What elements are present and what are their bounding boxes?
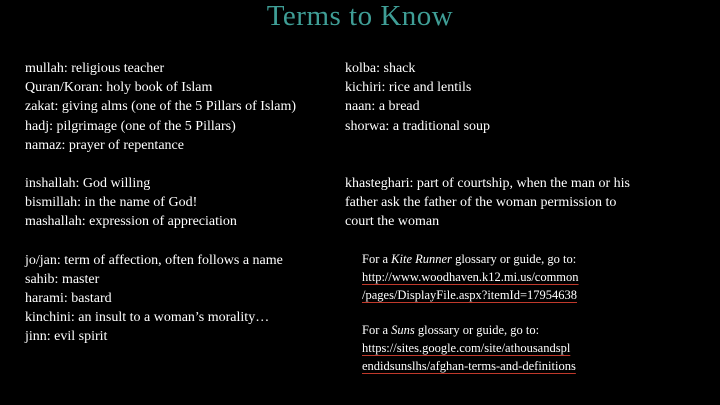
resource-text — [362, 250, 662, 268]
left-terms-column — [25, 59, 300, 347]
suns-resource — [362, 321, 662, 375]
slide-title: Terms to Know — [266, 0, 454, 32]
resource-suffix: glossary or guide, go to: — [414, 323, 540, 337]
kite-runner-link[interactable] — [362, 268, 662, 304]
link-line-2: endidsunslhs/afghan-terms-and-definitions — [362, 359, 576, 373]
term-sahib: sahib: master — [25, 271, 100, 287]
term-shorwa: shorwa: a traditional soup — [345, 118, 491, 134]
term-hadj: hadj: pilgrimage (one of the 5 Pillars) — [25, 118, 236, 134]
term-kolba: kolba: shack — [345, 61, 416, 76]
term-khasteghari: khasteghari: part of courtship, when the man or his father ask the father of the woman permission to court the woman — [345, 175, 630, 230]
term-naan: naan: a bread — [345, 99, 420, 115]
term-namaz: namaz: prayer of repentance — [25, 137, 184, 153]
kite-runner-resource — [362, 250, 662, 304]
term-mashallah: mashallah: expression of appreciation — [25, 214, 237, 230]
term-mullah: mullah: religious teacher — [25, 61, 165, 76]
term-zakat: zakat: giving alms (one of the 5 Pillars of Islam) — [25, 99, 296, 115]
term-harami: harami: bastard — [25, 291, 112, 307]
link-line-1: http://www.woodhaven.k12.mi.us/common — [362, 270, 579, 284]
term-kichiri: kichiri: rice and lentils — [345, 80, 472, 96]
term-quran: Quran/Koran: holy book of Islam — [25, 80, 213, 96]
link-line-2: /pages/DisplayFile.aspx?itemId=17954638 — [362, 288, 578, 302]
term-kinchini: kinchini: an insult to a woman’s morality… — [25, 310, 270, 326]
link-line-1: https://sites.google.com/site/athousandspl — [362, 341, 571, 355]
resource-prefix: For a — [362, 323, 392, 337]
right-terms-column — [345, 59, 645, 231]
suns-link[interactable] — [362, 339, 662, 375]
resource-suffix: glossary or guide, go to: — [451, 252, 577, 266]
term-jo-jan: jo/jan: term of affection, often follows a name — [25, 252, 283, 268]
book-title-kite-runner: Kite Runner — [391, 252, 452, 266]
book-title-suns: Suns — [391, 323, 415, 337]
term-bismillah: bismillah: in the name of God! — [25, 195, 198, 211]
term-inshallah: inshallah: God willing — [25, 176, 151, 192]
term-jinn: jinn: evil spirit — [25, 329, 108, 345]
resource-prefix: For a — [362, 252, 392, 266]
resource-text — [362, 321, 662, 339]
